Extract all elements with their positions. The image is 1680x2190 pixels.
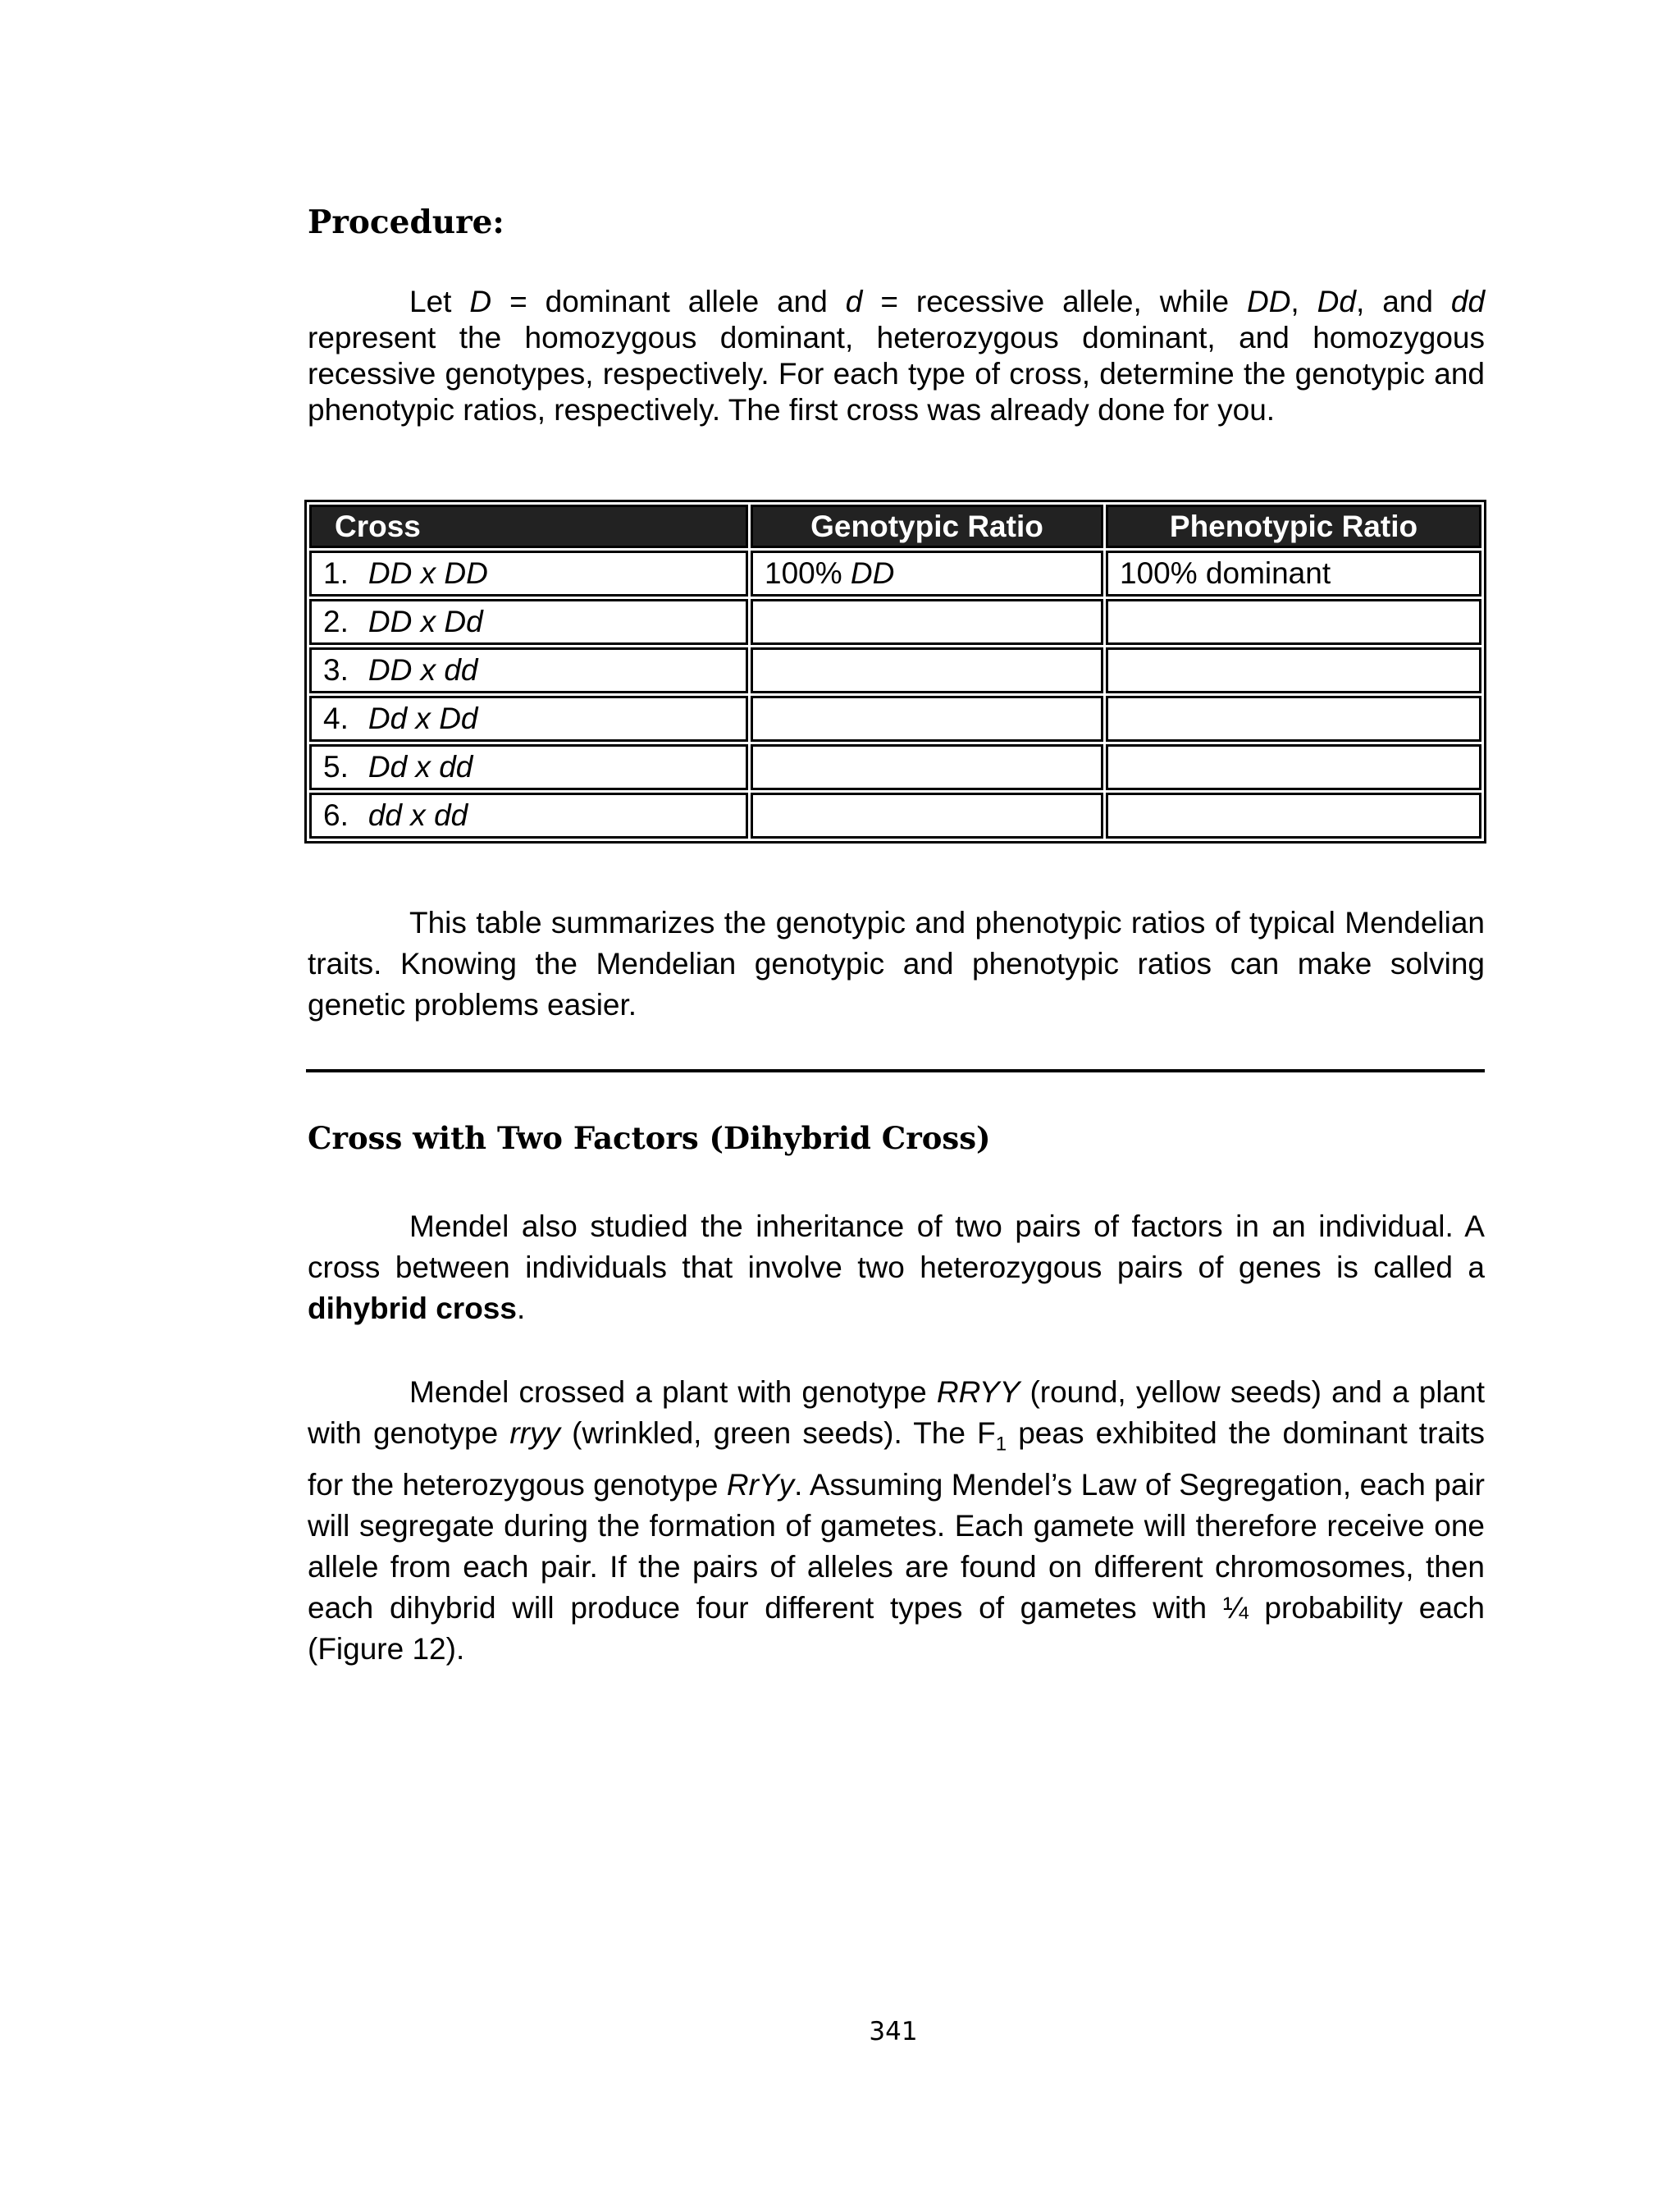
phenotypic-ratio-cell: 100% dominant bbox=[1106, 551, 1481, 597]
cross-cell: 6. dd x dd bbox=[309, 793, 748, 839]
mendel-cross-paragraph: Mendel crossed a plant with genotype RRYY (round, yellow seeds) and a plant with genotype rryy (wrinkled, green seeds). The $F_1$ peas exhibited the dominant traits for the heterozygous genotype RrYy. Assuming Mendel’s Law of Segregation, each pair will segregate during the formation of gametes. Each gamete will therefore receive one allele from each pair. If the pairs of alleles are found on different chromosomes, then each dihybrid will produce four different types of gametes with ¼ probability each (Figure 12). bbox=[308, 1375, 1485, 1667]
table-row bbox=[309, 647, 1481, 693]
table-row bbox=[309, 744, 1481, 790]
genotypic-ratio-cell[interactable] bbox=[751, 647, 1103, 693]
section-divider bbox=[306, 1069, 1485, 1072]
table-summary-paragraph: This table summarizes the genotypic and phenotypic ratios of typical Mendelian traits. Knowing the Mendelian genotypic and phenotypic ratios can make solving genetic problems easier. bbox=[308, 906, 1485, 1022]
cross-cell: 3. DD x dd bbox=[309, 647, 748, 693]
phenotypic-ratio-cell[interactable] bbox=[1106, 647, 1481, 693]
phenotypic-ratio-cell[interactable] bbox=[1106, 696, 1481, 742]
cross-cell: 1. DD x DD bbox=[309, 551, 748, 597]
procedure-intro-paragraph: Let D = dominant allele and d = recessive allele, while DD, Dd, and dd represent the homozygous dominant, heterozygous dominant, and homozygous recessive genotypes, respectively. For each type of cross, determine the genotypic and phenotypic ratios, respectively. The first cross was already done for you. bbox=[308, 285, 1486, 427]
genotypic-ratio-cell[interactable] bbox=[751, 793, 1103, 839]
cross-ratio-table bbox=[304, 500, 1486, 844]
cross-cell: 4. Dd x Dd bbox=[309, 696, 748, 742]
phenotypic-ratio-cell[interactable] bbox=[1106, 793, 1481, 839]
genotypic-ratio-cell[interactable] bbox=[751, 744, 1103, 790]
cross-cell: 2. DD x Dd bbox=[309, 599, 748, 645]
dihybrid-intro-paragraph: Mendel also studied the inheritance of two pairs of factors in an individual. A cross between individuals that involve two heterozygous pairs of genes is called a dihybrid cross. bbox=[308, 1209, 1485, 1325]
phenotypic-ratio-cell[interactable] bbox=[1106, 599, 1481, 645]
table-header-row bbox=[309, 505, 1481, 548]
table-row bbox=[309, 793, 1481, 839]
header-genotypic-ratio: Genotypic Ratio bbox=[751, 505, 1103, 548]
dihybrid-heading: Cross with Two Factors (Dihybrid Cross) bbox=[308, 1120, 991, 1156]
procedure-heading: Procedure: bbox=[308, 203, 504, 241]
cross-cell: 5. Dd x dd bbox=[309, 744, 748, 790]
table-row bbox=[309, 599, 1481, 645]
table-row bbox=[309, 696, 1481, 742]
genotypic-ratio-cell: 100% DD bbox=[751, 551, 1103, 597]
page-number: 341 bbox=[869, 2017, 918, 2046]
header-phenotypic-ratio: Phenotypic Ratio bbox=[1106, 505, 1481, 548]
header-cross: Cross bbox=[309, 505, 748, 548]
genotypic-ratio-cell[interactable] bbox=[751, 696, 1103, 742]
genotypic-ratio-cell[interactable] bbox=[751, 599, 1103, 645]
phenotypic-ratio-cell[interactable] bbox=[1106, 744, 1481, 790]
table-row bbox=[309, 551, 1481, 597]
dihybrid-cross-term: dihybrid cross bbox=[308, 1292, 517, 1325]
